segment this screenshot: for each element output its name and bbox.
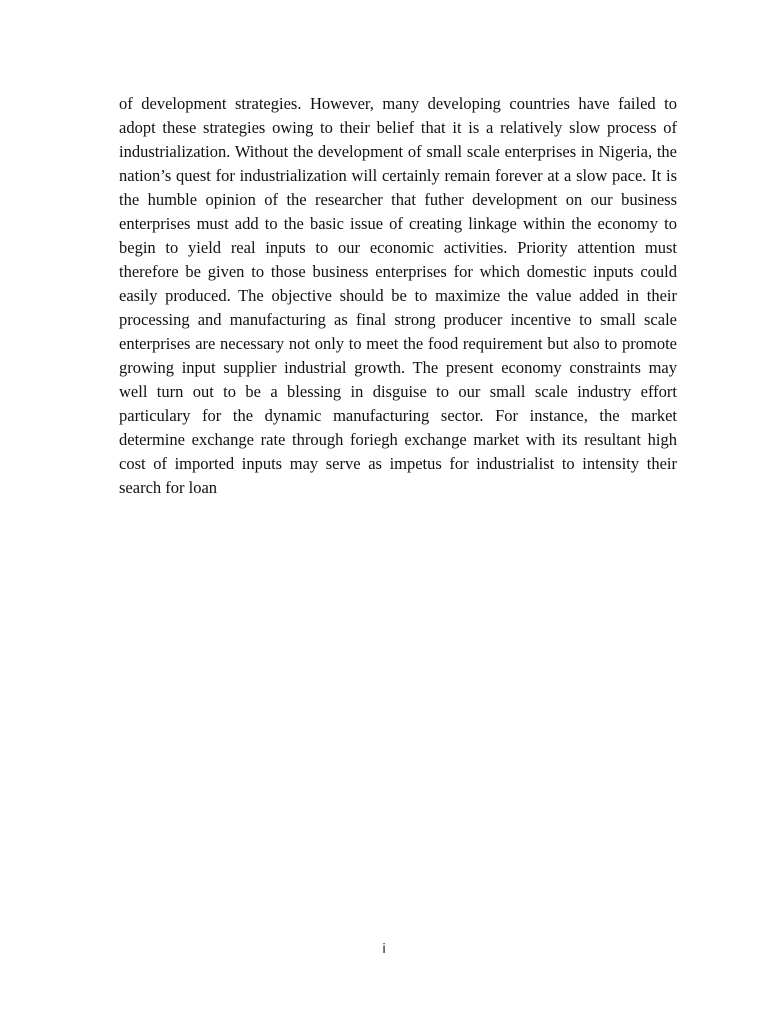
body-paragraph: of development strategies. However, many developing countries have failed to adopt these strategies owing to their belief that it is a relatively slow process of industrialization. Without the development of small scale enterprises in Nigeria, the nation’s quest for industrialization will certainly remain forever at a slow pace. It is the humble opinion of the researcher that futher development on our business enterprises must add to the basic issue of creating linkage within the economy to begin to yield real inputs to our economic activities. Priority attention must therefore be given to those business enterprises for which domestic inputs could easily produced. The objective should be to maximize the value added in their processing and manufacturing as final strong producer incentive to small scale enterprises are necessary not only to meet the food requirement but also to promote growing input supplier industrial growth. The present economy constraints may well turn out to be a blessing in disguise to our small scale industry effort particulary for the dynamic manufacturing sector. For instance, the market determine exchange rate through foriegh exchange market with its resultant high cost of imported inputs may serve as impetus for industrialist to intensity their search for loan: [119, 94, 677, 497]
page-number: i: [382, 940, 386, 956]
